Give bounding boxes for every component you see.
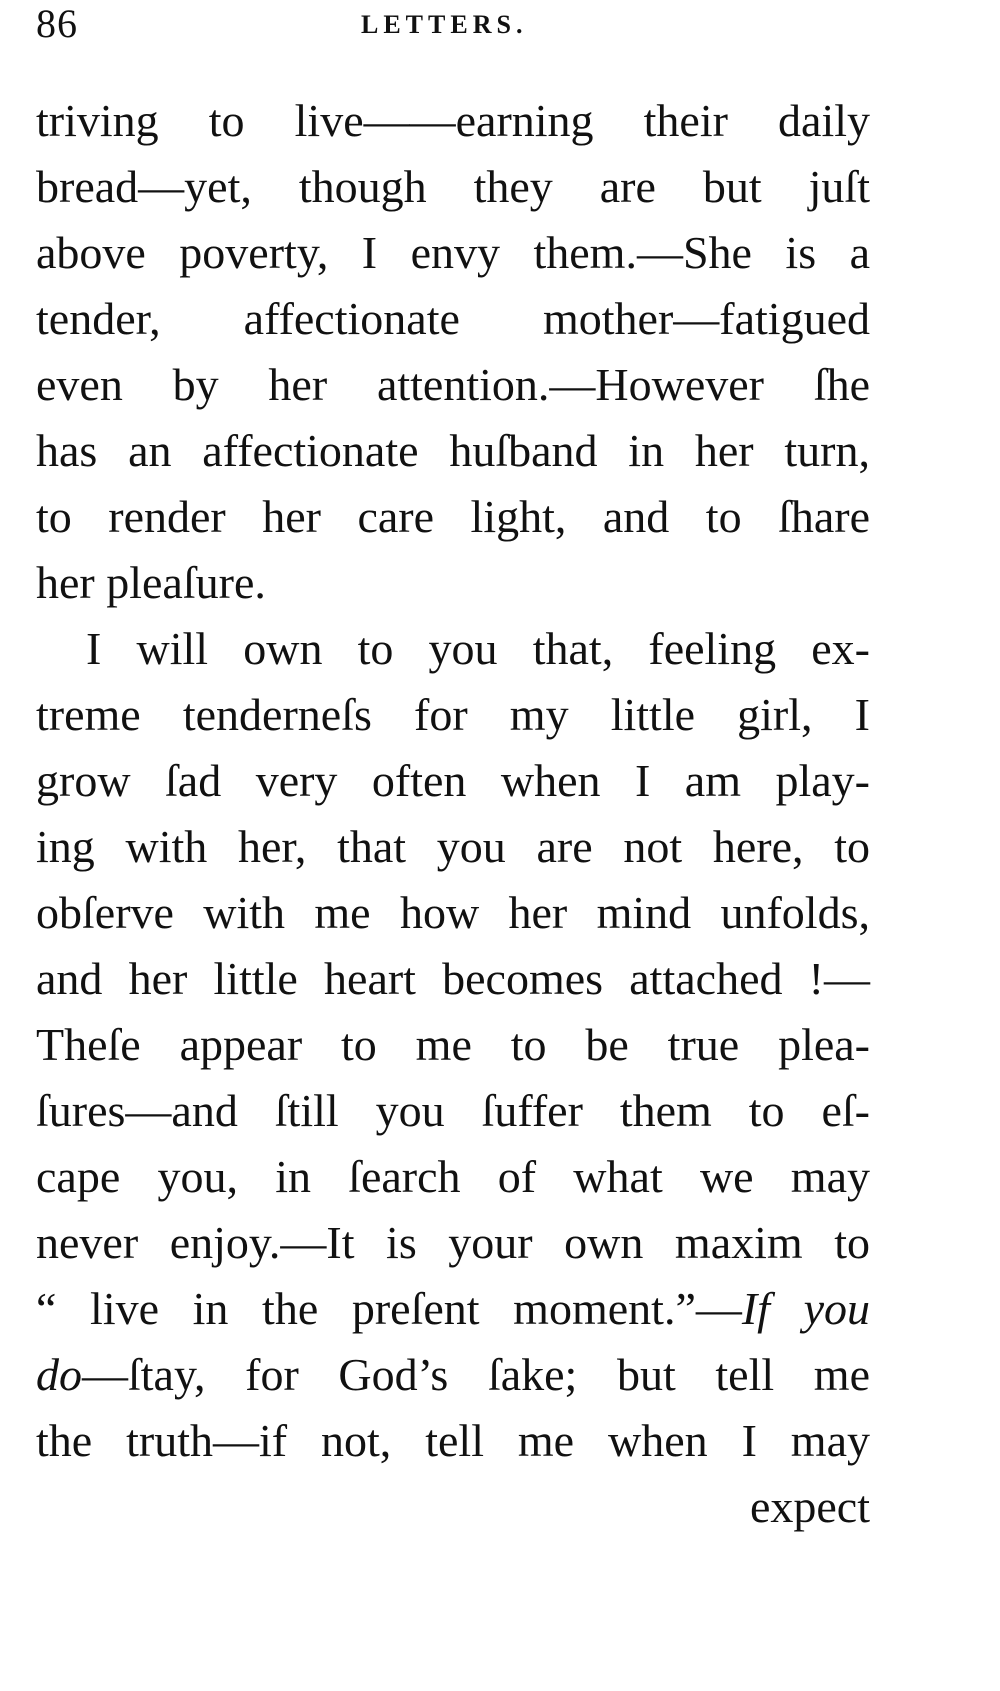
text-line: and her little heart becomes attached !—	[36, 953, 870, 1004]
text-line: obſerve with me how her mind unfolds,	[36, 887, 870, 938]
text-line: ſures—and ſtill you ſuffer them to eſ-	[36, 1085, 870, 1136]
text-line: ing with her, that you are not here, to	[36, 821, 870, 872]
text-line: her pleaſure.	[36, 557, 266, 608]
italic-text: If you	[741, 1283, 870, 1334]
text-line: to render her care light, and to ſhare	[36, 491, 870, 542]
text-line: even by her attention.—However ſhe	[36, 359, 870, 410]
text-line	[36, 1342, 870, 1408]
text-segment: “ live in the preſent moment.”—	[36, 1283, 742, 1334]
text-line: grow ſad very often when I am play-	[36, 755, 870, 806]
paragraph-1	[36, 88, 870, 616]
catchword: expect	[749, 1481, 870, 1532]
text-line: bread—yet, though they are but juſt	[36, 161, 870, 212]
text-line: treme tenderneſs for my little girl, I	[36, 689, 870, 740]
text-segment: —ſtay, for God’s ſake; but tell me	[82, 1349, 870, 1400]
text-line: tender, affectionate mother—fatigued	[36, 293, 870, 344]
italic-text: do	[36, 1349, 82, 1400]
running-head: LETTERS.	[361, 10, 528, 39]
text-line: never enjoy.—It is your own maxim to	[36, 1217, 870, 1268]
page-header	[36, 2, 936, 52]
text-line: above poverty, I envy them.—She is a	[36, 227, 870, 278]
page-number: 86	[36, 1, 78, 46]
body-text	[36, 88, 870, 1540]
text-line: triving to live——earning their daily	[36, 95, 870, 146]
text-line: the truth—if not, tell me when I may	[36, 1415, 870, 1466]
text-line: I will own to you that, feeling ex-	[86, 623, 870, 674]
text-line: has an affectionate huſband in her turn,	[36, 425, 870, 476]
paragraph-2	[36, 616, 870, 1540]
text-line	[36, 1276, 870, 1342]
text-line: Theſe appear to me to be true plea-	[36, 1019, 870, 1070]
text-line: cape you, in ſearch of what we may	[36, 1151, 870, 1202]
